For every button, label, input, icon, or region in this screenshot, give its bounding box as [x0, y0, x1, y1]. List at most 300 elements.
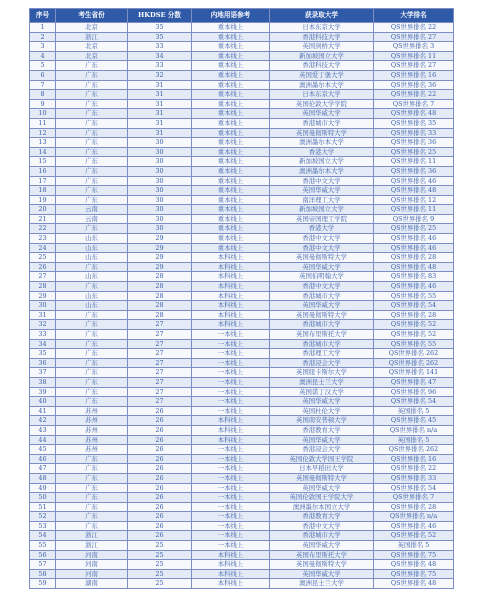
cell-score: 35 — [128, 23, 192, 33]
cell-province: 山东 — [56, 272, 128, 282]
table-row — [30, 118, 454, 128]
table-row — [30, 214, 454, 224]
cell-reference: 一本线上 — [192, 377, 270, 387]
cell-serial: 19 — [30, 195, 56, 205]
cell-university: 香港教育大学 — [270, 512, 374, 522]
cell-reference: 重本线上 — [192, 195, 270, 205]
cell-reference: 本科线上 — [192, 310, 270, 320]
table-row — [30, 377, 454, 387]
cell-university: 澳洲昆士兰大学 — [270, 579, 374, 589]
cell-reference: 本科线上 — [192, 262, 270, 272]
cell-ranking: QS世界排名 48 — [374, 186, 454, 196]
cell-province: 广东 — [56, 147, 128, 157]
cell-score: 30 — [128, 147, 192, 157]
cell-serial: 49 — [30, 483, 56, 493]
cell-ranking: QS世界排名 12 — [374, 195, 454, 205]
cell-ranking: QS世界排名 7 — [374, 493, 454, 503]
cell-ranking: QS世界排名 36 — [374, 138, 454, 148]
table-row — [30, 32, 454, 42]
cell-ranking: QS世界排名 28 — [374, 502, 454, 512]
cell-serial: 6 — [30, 70, 56, 80]
cell-serial: 13 — [30, 138, 56, 148]
cell-university: 英国华威大学 — [270, 397, 374, 407]
cell-serial: 58 — [30, 569, 56, 579]
cell-university: 日本东京大学 — [270, 90, 374, 100]
cell-province: 广东 — [56, 339, 128, 349]
cell-score: 25 — [128, 560, 192, 570]
cell-ranking: QS世界排名 11 — [374, 157, 454, 167]
cell-serial: 21 — [30, 214, 56, 224]
cell-province: 广东 — [56, 99, 128, 109]
cell-ranking: QS世界排名 36 — [374, 80, 454, 90]
cell-ranking: QS世界排名 16 — [374, 454, 454, 464]
cell-reference: 一本线上 — [192, 330, 270, 340]
table-row — [30, 147, 454, 157]
cell-province: 广东 — [56, 377, 128, 387]
table-row — [30, 253, 454, 263]
table-header — [30, 9, 454, 23]
cell-province: 广东 — [56, 109, 128, 119]
cell-serial: 2 — [30, 32, 56, 42]
cell-university: 英国曼彻斯特大学 — [270, 253, 374, 263]
cell-province: 广东 — [56, 502, 128, 512]
cell-serial: 57 — [30, 560, 56, 570]
cell-serial: 35 — [30, 349, 56, 359]
cell-serial: 44 — [30, 435, 56, 445]
cell-reference: 本科线上 — [192, 425, 270, 435]
table-row — [30, 301, 454, 311]
cell-score: 25 — [128, 541, 192, 551]
cell-serial: 59 — [30, 579, 56, 589]
cell-reference: 重本线上 — [192, 90, 270, 100]
cell-university: 英国曼彻斯特大学 — [270, 473, 374, 483]
cell-province: 河南 — [56, 560, 128, 570]
cell-university: 日本早稻田大学 — [270, 464, 374, 474]
cell-serial: 36 — [30, 358, 56, 368]
table-row — [30, 368, 454, 378]
cell-serial: 39 — [30, 387, 56, 397]
cell-province: 广东 — [56, 368, 128, 378]
cell-university: 香港科技大学 — [270, 32, 374, 42]
cell-reference: 本科线上 — [192, 320, 270, 330]
cell-ranking: QS世界排名 3 — [374, 42, 454, 52]
cell-score: 27 — [128, 397, 192, 407]
table-row — [30, 224, 454, 234]
cell-university: 英国华威大学 — [270, 109, 374, 119]
cell-ranking: QS世界排名 262 — [374, 358, 454, 368]
cell-university: 英国曼彻斯特大学 — [270, 128, 374, 138]
cell-province: 云南 — [56, 205, 128, 215]
cell-university: 澳洲昆士兰大学 — [270, 377, 374, 387]
cell-ranking: QS世界排名 48 — [374, 262, 454, 272]
cell-score: 31 — [128, 118, 192, 128]
cell-serial: 10 — [30, 109, 56, 119]
table-row — [30, 243, 454, 253]
cell-serial: 34 — [30, 339, 56, 349]
cell-university: 香港教育大学 — [270, 425, 374, 435]
cell-score: 26 — [128, 416, 192, 426]
cell-reference: 一本线上 — [192, 473, 270, 483]
table-row — [30, 42, 454, 52]
cell-province: 广东 — [56, 483, 128, 493]
table-row — [30, 512, 454, 522]
cell-ranking: QS世界排名 22 — [374, 464, 454, 474]
cell-university: 澳洲墨尔本大学 — [270, 80, 374, 90]
cell-ranking: QS世界排名 55 — [374, 291, 454, 301]
cell-score: 28 — [128, 291, 192, 301]
cell-score: 26 — [128, 483, 192, 493]
cell-reference: 重本线上 — [192, 243, 270, 253]
cell-province: 广东 — [56, 282, 128, 292]
cell-province: 广东 — [56, 320, 128, 330]
cell-serial: 23 — [30, 234, 56, 244]
cell-university: 香港浸会大学 — [270, 445, 374, 455]
cell-reference: 重本线上 — [192, 157, 270, 167]
table-row — [30, 483, 454, 493]
table-row — [30, 234, 454, 244]
cell-university: 英国剑桥大学 — [270, 42, 374, 52]
header-province: 考生省份 — [56, 9, 128, 23]
table-row — [30, 387, 454, 397]
table-row — [30, 579, 454, 589]
cell-ranking: QS世界排名 52 — [374, 330, 454, 340]
table-row — [30, 291, 454, 301]
cell-ranking: QS世界排名 28 — [374, 310, 454, 320]
cell-reference: 重本线上 — [192, 214, 270, 224]
cell-reference: 重本线上 — [192, 51, 270, 61]
cell-university: 英国华威大学 — [270, 483, 374, 493]
cell-score: 27 — [128, 349, 192, 359]
cell-score: 31 — [128, 128, 192, 138]
table-row — [30, 464, 454, 474]
cell-score: 26 — [128, 435, 192, 445]
cell-serial: 9 — [30, 99, 56, 109]
table-row — [30, 128, 454, 138]
cell-score: 27 — [128, 320, 192, 330]
table-row — [30, 23, 454, 33]
table-row — [30, 90, 454, 100]
cell-reference: 本科线上 — [192, 282, 270, 292]
cell-serial: 12 — [30, 128, 56, 138]
cell-ranking: QS世界排名 25 — [374, 224, 454, 234]
cell-score: 28 — [128, 310, 192, 320]
cell-score: 25 — [128, 569, 192, 579]
cell-reference: 重本线上 — [192, 205, 270, 215]
cell-province: 广东 — [56, 330, 128, 340]
cell-province: 河南 — [56, 550, 128, 560]
cell-score: 31 — [128, 109, 192, 119]
table-row — [30, 435, 454, 445]
cell-reference: 一本线上 — [192, 349, 270, 359]
cell-serial: 32 — [30, 320, 56, 330]
cell-province: 广东 — [56, 349, 128, 359]
cell-province: 广东 — [56, 464, 128, 474]
cell-university: 香港城市大学 — [270, 531, 374, 541]
table-row — [30, 166, 454, 176]
cell-ranking: QS世界排名 9 — [374, 214, 454, 224]
cell-serial: 25 — [30, 253, 56, 263]
cell-reference: 重本线上 — [192, 80, 270, 90]
cell-reference: 重本线上 — [192, 99, 270, 109]
cell-reference: 本科线上 — [192, 253, 270, 263]
cell-province: 广东 — [56, 166, 128, 176]
cell-ranking: QS世界排名 25 — [374, 147, 454, 157]
cell-ranking: QS世界排名 n/a — [374, 512, 454, 522]
cell-university: 英国伦敦大学学院 — [270, 99, 374, 109]
cell-university: 香港城市大学 — [270, 339, 374, 349]
table-row — [30, 521, 454, 531]
cell-ranking: QS世界排名 48 — [374, 560, 454, 570]
table-row — [30, 310, 454, 320]
cell-ranking: QS世界排名 83 — [374, 272, 454, 282]
cell-ranking: QS世界排名 46 — [374, 243, 454, 253]
cell-reference: 一本线上 — [192, 531, 270, 541]
cell-ranking: QS世界排名 52 — [374, 531, 454, 541]
cell-score: 28 — [128, 272, 192, 282]
cell-score: 26 — [128, 493, 192, 503]
cell-province: 广东 — [56, 397, 128, 407]
cell-serial: 15 — [30, 157, 56, 167]
cell-score: 30 — [128, 224, 192, 234]
cell-ranking: 英国排名 5 — [374, 406, 454, 416]
cell-ranking: QS世界排名 7 — [374, 99, 454, 109]
cell-score: 26 — [128, 406, 192, 416]
cell-university: 英国伦敦大学国王学院 — [270, 454, 374, 464]
cell-serial: 56 — [30, 550, 56, 560]
cell-ranking: QS世界排名 46 — [374, 176, 454, 186]
cell-serial: 41 — [30, 406, 56, 416]
cell-reference: 本科线上 — [192, 416, 270, 426]
cell-university: 英国杜伦大学 — [270, 406, 374, 416]
cell-province: 北京 — [56, 51, 128, 61]
cell-score: 31 — [128, 90, 192, 100]
cell-province: 苏州 — [56, 445, 128, 455]
table-row — [30, 397, 454, 407]
table-row — [30, 339, 454, 349]
cell-score: 26 — [128, 473, 192, 483]
table-row — [30, 186, 454, 196]
cell-reference: 本科线上 — [192, 435, 270, 445]
cell-serial: 53 — [30, 521, 56, 531]
table-row — [30, 157, 454, 167]
cell-province: 云南 — [56, 214, 128, 224]
cell-ranking: QS世界排名 54 — [374, 397, 454, 407]
cell-university: 香港城市大学 — [270, 118, 374, 128]
cell-reference: 一本线上 — [192, 397, 270, 407]
cell-score: 29 — [128, 253, 192, 263]
cell-reference: 一本线上 — [192, 493, 270, 503]
cell-province: 广东 — [56, 157, 128, 167]
cell-ranking: 英国排名 5 — [374, 435, 454, 445]
cell-reference: 重本线上 — [192, 147, 270, 157]
cell-reference: 一本线上 — [192, 368, 270, 378]
cell-university: 新加坡国立大学 — [270, 205, 374, 215]
cell-ranking: QS世界排名 75 — [374, 569, 454, 579]
cell-province: 苏州 — [56, 435, 128, 445]
cell-ranking: QS世界排名 46 — [374, 282, 454, 292]
cell-score: 25 — [128, 550, 192, 560]
cell-reference: 重本线上 — [192, 128, 270, 138]
table-row — [30, 61, 454, 71]
cell-ranking: QS世界排名 35 — [374, 118, 454, 128]
cell-serial: 40 — [30, 397, 56, 407]
cell-province: 浙江 — [56, 541, 128, 551]
cell-score: 30 — [128, 166, 192, 176]
cell-reference: 重本线上 — [192, 32, 270, 42]
cell-serial: 24 — [30, 243, 56, 253]
cell-province: 浙江 — [56, 531, 128, 541]
table-row — [30, 493, 454, 503]
cell-score: 26 — [128, 464, 192, 474]
cell-university: 英国布里斯托大学 — [270, 330, 374, 340]
cell-province: 广东 — [56, 224, 128, 234]
cell-university: 澳洲墨尔本国立大学 — [270, 502, 374, 512]
cell-score: 27 — [128, 387, 192, 397]
cell-university: 英国华威大学 — [270, 541, 374, 551]
cell-reference: 一本线上 — [192, 406, 270, 416]
cell-reference: 重本线上 — [192, 166, 270, 176]
cell-university: 英国诺丁汉大学 — [270, 387, 374, 397]
cell-score: 26 — [128, 502, 192, 512]
cell-serial: 8 — [30, 90, 56, 100]
cell-ranking: QS世界排名 262 — [374, 349, 454, 359]
cell-reference: 一本线上 — [192, 521, 270, 531]
cell-province: 广东 — [56, 473, 128, 483]
cell-province: 广东 — [56, 512, 128, 522]
cell-ranking: QS世界排名 55 — [374, 339, 454, 349]
cell-ranking: QS世界排名 54 — [374, 483, 454, 493]
cell-province: 广东 — [56, 138, 128, 148]
cell-province: 山东 — [56, 253, 128, 263]
table-row — [30, 550, 454, 560]
cell-ranking: QS世界排名 54 — [374, 301, 454, 311]
cell-university: 香港浸会大学 — [270, 358, 374, 368]
cell-score: 25 — [128, 579, 192, 589]
table-row — [30, 205, 454, 215]
table-row — [30, 406, 454, 416]
cell-serial: 55 — [30, 541, 56, 551]
cell-ranking: QS世界排名 48 — [374, 109, 454, 119]
cell-score: 27 — [128, 339, 192, 349]
table-row — [30, 262, 454, 272]
cell-reference: 一本线上 — [192, 387, 270, 397]
cell-serial: 43 — [30, 425, 56, 435]
table-row — [30, 195, 454, 205]
cell-province: 山东 — [56, 301, 128, 311]
header-serial: 序号 — [30, 9, 56, 23]
cell-serial: 30 — [30, 301, 56, 311]
cell-score: 29 — [128, 262, 192, 272]
table-row — [30, 320, 454, 330]
cell-score: 33 — [128, 61, 192, 71]
cell-reference: 一本线上 — [192, 358, 270, 368]
cell-reference: 重本线上 — [192, 42, 270, 52]
cell-university: 香港科技大学 — [270, 61, 374, 71]
cell-reference: 一本线上 — [192, 483, 270, 493]
cell-university: 新加坡国立大学 — [270, 157, 374, 167]
cell-province: 广东 — [56, 61, 128, 71]
cell-score: 27 — [128, 358, 192, 368]
cell-score: 30 — [128, 157, 192, 167]
cell-ranking: QS世界排名 27 — [374, 32, 454, 42]
table-row — [30, 531, 454, 541]
cell-province: 广东 — [56, 493, 128, 503]
cell-province: 广东 — [56, 128, 128, 138]
cell-reference: 重本线上 — [192, 109, 270, 119]
cell-province: 广东 — [56, 118, 128, 128]
cell-reference: 本科线上 — [192, 291, 270, 301]
cell-serial: 3 — [30, 42, 56, 52]
cell-province: 广东 — [56, 521, 128, 531]
table-row — [30, 349, 454, 359]
cell-score: 27 — [128, 377, 192, 387]
cell-university: 香港中文大学 — [270, 176, 374, 186]
cell-serial: 11 — [30, 118, 56, 128]
cell-serial: 16 — [30, 166, 56, 176]
admissions-table — [29, 8, 454, 589]
cell-university: 澳洲墨尔本大学 — [270, 166, 374, 176]
table-row — [30, 330, 454, 340]
cell-ranking: QS世界排名 n/a — [374, 425, 454, 435]
cell-serial: 46 — [30, 454, 56, 464]
cell-reference: 本科线上 — [192, 569, 270, 579]
cell-serial: 22 — [30, 224, 56, 234]
cell-score: 30 — [128, 195, 192, 205]
cell-serial: 29 — [30, 291, 56, 301]
cell-serial: 54 — [30, 531, 56, 541]
cell-ranking: QS世界排名 75 — [374, 550, 454, 560]
cell-university: 香港中文大学 — [270, 234, 374, 244]
cell-serial: 14 — [30, 147, 56, 157]
cell-ranking: 英国排名 5 — [374, 541, 454, 551]
cell-province: 苏州 — [56, 406, 128, 416]
table-row — [30, 454, 454, 464]
table-row — [30, 502, 454, 512]
cell-university: 香港理工大学 — [270, 349, 374, 359]
table-body — [30, 23, 454, 589]
cell-reference: 重本线上 — [192, 70, 270, 80]
cell-ranking: QS世界排名 45 — [374, 416, 454, 426]
cell-university: 香港城市大学 — [270, 320, 374, 330]
cell-reference: 重本线上 — [192, 224, 270, 234]
cell-university: 英国华威大学 — [270, 435, 374, 445]
cell-university: 英国华威大学 — [270, 569, 374, 579]
cell-serial: 33 — [30, 330, 56, 340]
header-university: 获录取大学 — [270, 9, 374, 23]
cell-province: 广东 — [56, 80, 128, 90]
cell-score: 35 — [128, 32, 192, 42]
cell-serial: 26 — [30, 262, 56, 272]
table-row — [30, 560, 454, 570]
cell-serial: 48 — [30, 473, 56, 483]
cell-serial: 28 — [30, 282, 56, 292]
cell-score: 33 — [128, 42, 192, 52]
cell-score: 28 — [128, 282, 192, 292]
cell-score: 26 — [128, 425, 192, 435]
cell-university: 香港中文大学 — [270, 282, 374, 292]
cell-ranking: QS世界排名 11 — [374, 51, 454, 61]
cell-ranking: QS世界排名 262 — [374, 445, 454, 455]
cell-serial: 47 — [30, 464, 56, 474]
cell-province: 山东 — [56, 243, 128, 253]
cell-serial: 1 — [30, 23, 56, 33]
cell-serial: 5 — [30, 61, 56, 71]
cell-score: 29 — [128, 234, 192, 244]
cell-score: 30 — [128, 138, 192, 148]
cell-reference: 重本线上 — [192, 186, 270, 196]
table-row — [30, 272, 454, 282]
cell-ranking: QS世界排名 22 — [374, 23, 454, 33]
